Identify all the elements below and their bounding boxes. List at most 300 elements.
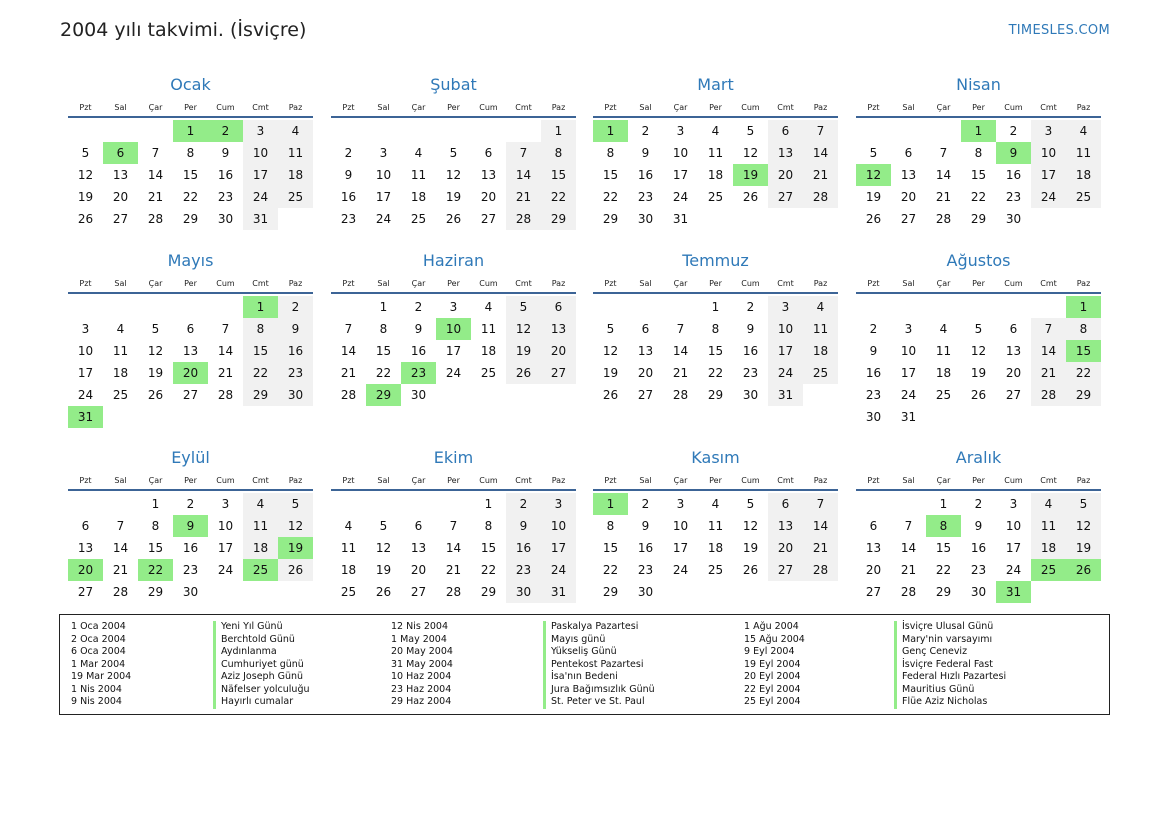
weekday-label: Sal bbox=[902, 279, 915, 288]
day-cell: 8 bbox=[541, 142, 576, 164]
weekday-label: Per bbox=[709, 103, 722, 112]
day-cell: 8 bbox=[1066, 318, 1101, 340]
weekday-label: Cum bbox=[216, 279, 235, 288]
day-cell: 21 bbox=[445, 563, 462, 577]
day-cell: 22 bbox=[182, 190, 199, 204]
day-cell: 17 bbox=[672, 168, 689, 182]
weekday-label: Paz bbox=[813, 103, 828, 112]
day-cell: 13 bbox=[541, 318, 576, 340]
holiday-name: Mayıs günü bbox=[543, 634, 655, 647]
weekday-label: Sal bbox=[114, 103, 127, 112]
day-cell: 13 bbox=[637, 344, 654, 358]
weekday-label: Cum bbox=[479, 279, 498, 288]
empty-cell bbox=[173, 296, 208, 318]
day-cell: 24 bbox=[541, 559, 576, 581]
day-cell: 11 bbox=[707, 519, 724, 533]
month-name: Temmuz bbox=[682, 251, 749, 270]
weekday-label: Per bbox=[447, 476, 460, 485]
month-calendar bbox=[593, 72, 838, 230]
holiday-name: Yeni Yıl Günü bbox=[213, 621, 310, 634]
day-cell: 19 bbox=[77, 190, 94, 204]
weekday-label: Per bbox=[184, 103, 197, 112]
empty-cell bbox=[856, 493, 891, 515]
weekday-label: Per bbox=[709, 279, 722, 288]
day-cell: 10 bbox=[243, 142, 278, 164]
empty-cell bbox=[366, 493, 401, 515]
day-cell: 6 bbox=[641, 322, 650, 336]
day-cell: 29 bbox=[480, 585, 497, 599]
day-cell: 16 bbox=[637, 541, 654, 555]
weekday-label: Sal bbox=[114, 279, 127, 288]
day-cell: 6 bbox=[414, 519, 423, 533]
day-cell: 4 bbox=[1031, 493, 1066, 515]
day-cell: 1 bbox=[484, 497, 493, 511]
day-cell: 25 bbox=[707, 190, 724, 204]
day-grid bbox=[331, 493, 576, 603]
day-cell: 4 bbox=[711, 124, 720, 138]
day-cell: 6 bbox=[768, 120, 803, 142]
day-cell: 29 bbox=[602, 212, 619, 226]
holiday-day-cell: 12 bbox=[856, 164, 891, 186]
day-cell: 21 bbox=[217, 366, 234, 380]
holiday-day-cell: 19 bbox=[278, 537, 313, 559]
day-cell: 29 bbox=[1066, 384, 1101, 406]
day-cell: 28 bbox=[935, 212, 952, 226]
holiday-name: Mauritius Günü bbox=[894, 684, 1006, 697]
day-cell: 18 bbox=[935, 366, 952, 380]
weekday-label: Paz bbox=[1076, 103, 1091, 112]
day-cell: 6 bbox=[186, 322, 195, 336]
day-cell: 24 bbox=[768, 362, 803, 384]
weekday-label: Çar bbox=[936, 279, 951, 288]
day-cell: 3 bbox=[243, 120, 278, 142]
day-cell: 14 bbox=[672, 344, 689, 358]
weekday-label: Per bbox=[184, 279, 197, 288]
weekday-label: Cmt bbox=[252, 279, 269, 288]
empty-cell bbox=[366, 120, 401, 142]
day-cell: 13 bbox=[410, 541, 427, 555]
day-cell: 4 bbox=[278, 120, 313, 142]
day-cell: 30 bbox=[637, 212, 654, 226]
day-cell: 10 bbox=[77, 344, 94, 358]
day-cell: 29 bbox=[935, 585, 952, 599]
weekday-label: Pzt bbox=[342, 476, 355, 485]
page-title: 2004 yılı takvimi. (İsviçre) bbox=[60, 19, 307, 41]
day-cell: 6 bbox=[541, 296, 576, 318]
day-cell: 22 bbox=[480, 563, 497, 577]
day-cell: 21 bbox=[803, 164, 838, 186]
day-cell: 29 bbox=[970, 212, 987, 226]
weekday-label: Pzt bbox=[79, 279, 92, 288]
day-cell: 26 bbox=[742, 190, 759, 204]
holiday-day-cell: 31 bbox=[68, 406, 103, 428]
day-cell: 23 bbox=[970, 563, 987, 577]
day-cell: 11 bbox=[480, 322, 497, 336]
weekday-label: Çar bbox=[936, 476, 951, 485]
holiday-date: 22 Eyl 2004 bbox=[744, 683, 801, 695]
holiday-day-cell: 20 bbox=[68, 559, 103, 581]
day-cell: 16 bbox=[410, 344, 427, 358]
day-cell: 28 bbox=[1031, 384, 1066, 406]
day-cell: 28 bbox=[112, 585, 129, 599]
day-cell: 11 bbox=[935, 344, 952, 358]
day-cell: 5 bbox=[974, 322, 983, 336]
day-cell: 24 bbox=[900, 388, 917, 402]
holiday-names-column bbox=[213, 621, 310, 709]
weekday-label: Çar bbox=[148, 279, 163, 288]
day-cell: 8 bbox=[606, 146, 615, 160]
day-cell: 26 bbox=[77, 212, 94, 226]
day-cell: 9 bbox=[414, 322, 423, 336]
day-cell: 9 bbox=[641, 146, 650, 160]
day-cell: 21 bbox=[1031, 362, 1066, 384]
day-cell: 19 bbox=[375, 563, 392, 577]
day-grid bbox=[68, 296, 313, 428]
day-cell: 9 bbox=[641, 519, 650, 533]
day-cell: 25 bbox=[707, 563, 724, 577]
day-cell: 4 bbox=[344, 519, 353, 533]
day-cell: 10 bbox=[217, 519, 234, 533]
day-cell: 22 bbox=[1066, 362, 1101, 384]
weekday-label: Cum bbox=[479, 476, 498, 485]
day-cell: 12 bbox=[445, 168, 462, 182]
holiday-date: 20 May 2004 bbox=[391, 646, 453, 657]
day-cell: 28 bbox=[340, 388, 357, 402]
weekday-label: Cmt bbox=[252, 103, 269, 112]
empty-cell bbox=[208, 296, 243, 318]
weekday-label: Pzt bbox=[867, 103, 880, 112]
day-cell: 30 bbox=[278, 384, 313, 406]
day-cell: 30 bbox=[742, 388, 759, 402]
weekday-header bbox=[68, 471, 313, 491]
day-cell: 28 bbox=[803, 186, 838, 208]
day-cell: 27 bbox=[182, 388, 199, 402]
weekday-header bbox=[856, 274, 1101, 294]
weekday-label: Cum bbox=[741, 279, 760, 288]
weekday-label: Paz bbox=[288, 476, 303, 485]
day-cell: 20 bbox=[1005, 366, 1022, 380]
holiday-dates-column bbox=[71, 621, 131, 709]
day-cell: 23 bbox=[217, 190, 234, 204]
weekday-label: Sal bbox=[377, 279, 390, 288]
day-cell: 25 bbox=[1066, 186, 1101, 208]
day-cell: 28 bbox=[217, 388, 234, 402]
day-cell: 26 bbox=[970, 388, 987, 402]
weekday-label: Per bbox=[972, 103, 985, 112]
month-name: Kasım bbox=[691, 448, 740, 467]
holiday-date: 1 Ağu 2004 bbox=[744, 621, 799, 632]
weekday-header bbox=[68, 98, 313, 118]
holiday-date: 31 May 2004 bbox=[391, 658, 453, 670]
day-cell: 3 bbox=[379, 146, 388, 160]
day-cell: 1 bbox=[379, 300, 388, 314]
day-cell: 12 bbox=[77, 168, 94, 182]
day-cell: 25 bbox=[410, 212, 427, 226]
day-cell: 4 bbox=[243, 493, 278, 515]
day-cell: 12 bbox=[602, 344, 619, 358]
holiday-date: 1 Mar 2004 bbox=[71, 658, 126, 670]
holiday-day-cell: 10 bbox=[436, 318, 471, 340]
weekday-header bbox=[593, 471, 838, 491]
day-cell: 5 bbox=[869, 146, 878, 160]
day-cell: 4 bbox=[116, 322, 125, 336]
weekday-header bbox=[593, 98, 838, 118]
day-cell: 8 bbox=[484, 519, 493, 533]
day-cell: 28 bbox=[900, 585, 917, 599]
day-cell: 9 bbox=[506, 515, 541, 537]
day-cell: 4 bbox=[484, 300, 493, 314]
holiday-day-cell: 19 bbox=[733, 164, 768, 186]
day-cell: 25 bbox=[480, 366, 497, 380]
day-cell: 20 bbox=[480, 190, 497, 204]
holiday-date: 25 Eyl 2004 bbox=[744, 696, 801, 707]
holiday-name: Yükseliş Günü bbox=[543, 646, 655, 659]
day-cell: 26 bbox=[602, 388, 619, 402]
day-cell: 23 bbox=[637, 190, 654, 204]
weekday-label: Cmt bbox=[515, 279, 532, 288]
day-cell: 16 bbox=[865, 366, 882, 380]
day-cell: 18 bbox=[707, 168, 724, 182]
day-cell: 8 bbox=[151, 519, 160, 533]
day-cell: 2 bbox=[344, 146, 353, 160]
empty-cell bbox=[891, 493, 926, 515]
weekday-header bbox=[856, 98, 1101, 118]
day-cell: 28 bbox=[445, 585, 462, 599]
weekday-label: Cum bbox=[216, 103, 235, 112]
day-cell: 7 bbox=[221, 322, 230, 336]
month-calendar bbox=[856, 72, 1101, 230]
holiday-day-cell: 9 bbox=[173, 515, 208, 537]
day-cell: 30 bbox=[1005, 212, 1022, 226]
weekday-label: Çar bbox=[148, 103, 163, 112]
weekday-label: Cum bbox=[1004, 279, 1023, 288]
day-cell: 6 bbox=[484, 146, 493, 160]
day-cell: 31 bbox=[541, 581, 576, 603]
day-cell: 5 bbox=[151, 322, 160, 336]
weekday-label: Cmt bbox=[515, 103, 532, 112]
month-name: Şubat bbox=[430, 75, 477, 94]
weekday-label: Çar bbox=[411, 476, 426, 485]
day-cell: 16 bbox=[637, 168, 654, 182]
day-cell: 26 bbox=[278, 559, 313, 581]
day-cell: 20 bbox=[865, 563, 882, 577]
day-cell: 14 bbox=[803, 142, 838, 164]
holiday-day-cell: 6 bbox=[103, 142, 138, 164]
day-cell: 17 bbox=[77, 366, 94, 380]
holiday-day-cell: 8 bbox=[926, 515, 961, 537]
day-cell: 13 bbox=[768, 515, 803, 537]
weekday-label: Pzt bbox=[342, 103, 355, 112]
day-cell: 30 bbox=[182, 585, 199, 599]
weekday-label: Per bbox=[447, 279, 460, 288]
day-cell: 13 bbox=[77, 541, 94, 555]
day-cell: 24 bbox=[445, 366, 462, 380]
holiday-day-cell: 20 bbox=[173, 362, 208, 384]
weekday-label: Çar bbox=[673, 476, 688, 485]
weekday-label: Paz bbox=[1076, 279, 1091, 288]
day-cell: 29 bbox=[182, 212, 199, 226]
day-cell: 2 bbox=[746, 300, 755, 314]
day-cell: 15 bbox=[602, 168, 619, 182]
empty-cell bbox=[331, 296, 366, 318]
holiday-name: Federal Hızlı Pazartesi bbox=[894, 671, 1006, 684]
weekday-header bbox=[331, 274, 576, 294]
day-cell: 17 bbox=[375, 190, 392, 204]
holiday-name: Mary'nin varsayımı bbox=[894, 634, 1006, 647]
day-cell: 2 bbox=[1009, 124, 1018, 138]
day-cell: 3 bbox=[541, 493, 576, 515]
day-cell: 4 bbox=[803, 296, 838, 318]
day-cell: 29 bbox=[707, 388, 724, 402]
holiday-name: Genç Ceneviz bbox=[894, 646, 1006, 659]
day-cell: 15 bbox=[375, 344, 392, 358]
day-cell: 3 bbox=[768, 296, 803, 318]
weekday-label: Pzt bbox=[79, 103, 92, 112]
day-cell: 16 bbox=[970, 541, 987, 555]
day-cell: 22 bbox=[541, 186, 576, 208]
month-calendar bbox=[856, 248, 1101, 428]
day-cell: 25 bbox=[278, 186, 313, 208]
day-cell: 16 bbox=[182, 541, 199, 555]
day-cell: 20 bbox=[900, 190, 917, 204]
day-cell: 30 bbox=[637, 585, 654, 599]
day-cell: 3 bbox=[221, 497, 230, 511]
day-cell: 31 bbox=[900, 410, 917, 424]
month-calendar bbox=[331, 248, 576, 406]
day-cell: 29 bbox=[541, 208, 576, 230]
day-cell: 18 bbox=[112, 366, 129, 380]
day-cell: 18 bbox=[803, 340, 838, 362]
day-grid bbox=[856, 296, 1101, 428]
holiday-date: 1 Nis 2004 bbox=[71, 683, 122, 695]
day-cell: 30 bbox=[410, 388, 427, 402]
day-cell: 2 bbox=[641, 497, 650, 511]
day-cell: 29 bbox=[243, 384, 278, 406]
day-cell: 14 bbox=[803, 515, 838, 537]
holiday-day-cell: 25 bbox=[1031, 559, 1066, 581]
weekday-label: Per bbox=[972, 279, 985, 288]
day-cell: 11 bbox=[1066, 142, 1101, 164]
day-cell: 17 bbox=[900, 366, 917, 380]
empty-cell bbox=[593, 296, 628, 318]
day-cell: 17 bbox=[1005, 541, 1022, 555]
weekday-label: Cmt bbox=[1040, 476, 1057, 485]
weekday-label: Pzt bbox=[79, 476, 92, 485]
day-cell: 7 bbox=[803, 493, 838, 515]
empty-cell bbox=[401, 120, 436, 142]
weekday-label: Sal bbox=[639, 103, 652, 112]
day-cell: 18 bbox=[410, 190, 427, 204]
day-cell: 3 bbox=[676, 497, 685, 511]
day-cell: 3 bbox=[676, 124, 685, 138]
day-cell: 22 bbox=[602, 563, 619, 577]
day-cell: 17 bbox=[243, 164, 278, 186]
day-grid bbox=[68, 493, 313, 603]
empty-cell bbox=[926, 296, 961, 318]
month-calendar bbox=[856, 445, 1101, 603]
holiday-name: Jura Bağımsızlık Günü bbox=[543, 684, 655, 697]
day-cell: 19 bbox=[602, 366, 619, 380]
holiday-day-cell: 1 bbox=[593, 120, 628, 142]
month-name: Aralık bbox=[955, 448, 1002, 467]
day-cell: 26 bbox=[147, 388, 164, 402]
holiday-day-cell: 15 bbox=[1066, 340, 1101, 362]
day-cell: 8 bbox=[974, 146, 983, 160]
day-cell: 27 bbox=[768, 186, 803, 208]
day-cell: 19 bbox=[1066, 537, 1101, 559]
day-cell: 16 bbox=[278, 340, 313, 362]
holiday-name: İsa'nın Bedeni bbox=[543, 671, 655, 684]
empty-cell bbox=[68, 296, 103, 318]
day-cell: 21 bbox=[340, 366, 357, 380]
holiday-date: 6 Oca 2004 bbox=[71, 646, 126, 657]
day-cell: 14 bbox=[217, 344, 234, 358]
day-grid bbox=[593, 120, 838, 230]
day-cell: 16 bbox=[1005, 168, 1022, 182]
empty-cell bbox=[856, 120, 891, 142]
weekday-label: Pzt bbox=[867, 279, 880, 288]
day-cell: 22 bbox=[970, 190, 987, 204]
day-cell: 11 bbox=[803, 318, 838, 340]
day-grid bbox=[593, 493, 838, 603]
day-grid bbox=[593, 296, 838, 406]
day-cell: 23 bbox=[742, 366, 759, 380]
site-link[interactable]: TIMESLES.COM bbox=[1008, 23, 1110, 38]
day-cell: 22 bbox=[935, 563, 952, 577]
holiday-name: Berchtold Günü bbox=[213, 634, 310, 647]
day-cell: 9 bbox=[221, 146, 230, 160]
day-cell: 21 bbox=[147, 190, 164, 204]
day-cell: 24 bbox=[672, 563, 689, 577]
day-cell: 13 bbox=[768, 142, 803, 164]
weekday-label: Pzt bbox=[342, 279, 355, 288]
weekday-label: Çar bbox=[673, 279, 688, 288]
month-calendar bbox=[593, 445, 838, 603]
day-cell: 30 bbox=[506, 581, 541, 603]
empty-cell bbox=[138, 296, 173, 318]
day-cell: 16 bbox=[506, 537, 541, 559]
day-cell: 5 bbox=[606, 322, 615, 336]
day-cell: 11 bbox=[410, 168, 427, 182]
holiday-date: 19 Eyl 2004 bbox=[744, 658, 801, 670]
day-cell: 14 bbox=[445, 541, 462, 555]
month-name: Ocak bbox=[170, 75, 211, 94]
weekday-label: Sal bbox=[639, 476, 652, 485]
day-cell: 18 bbox=[707, 541, 724, 555]
day-cell: 16 bbox=[340, 190, 357, 204]
day-cell: 8 bbox=[606, 519, 615, 533]
holiday-name: Flüe Aziz Nicholas bbox=[894, 696, 1006, 709]
weekday-label: Pzt bbox=[604, 279, 617, 288]
day-cell: 7 bbox=[676, 322, 685, 336]
holiday-name: Aziz Joseph Günü bbox=[213, 671, 310, 684]
day-grid bbox=[331, 120, 576, 230]
weekday-label: Paz bbox=[813, 476, 828, 485]
month-calendar bbox=[331, 445, 576, 603]
weekday-label: Per bbox=[972, 476, 985, 485]
day-cell: 28 bbox=[506, 208, 541, 230]
weekday-label: Cmt bbox=[777, 279, 794, 288]
empty-cell bbox=[138, 120, 173, 142]
holiday-names-column bbox=[894, 621, 1006, 709]
empty-cell bbox=[103, 493, 138, 515]
weekday-label: Cum bbox=[1004, 103, 1023, 112]
day-cell: 4 bbox=[939, 322, 948, 336]
day-cell: 15 bbox=[147, 541, 164, 555]
day-cell: 3 bbox=[1031, 120, 1066, 142]
day-cell: 25 bbox=[935, 388, 952, 402]
day-cell: 22 bbox=[375, 366, 392, 380]
